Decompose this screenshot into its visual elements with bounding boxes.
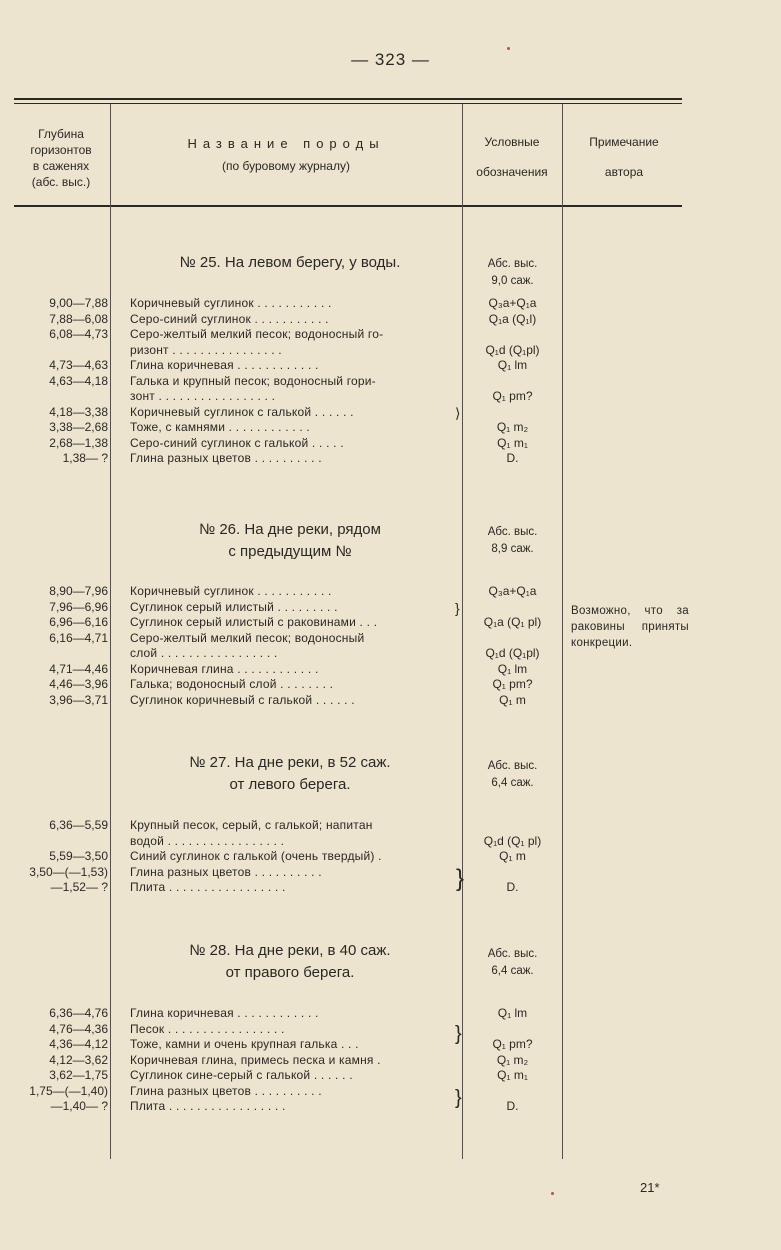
brace-25-a: ⟩ bbox=[455, 405, 461, 421]
row-rock-name: Коричневая глина . . . . . . . . . . . . bbox=[130, 661, 319, 676]
row-symbol: Q₁d (Q₁pl) bbox=[485, 646, 540, 660]
row-depth: 6,16—4,71 bbox=[49, 630, 108, 645]
row-depth: 4,46—3,96 bbox=[49, 677, 108, 691]
header-rule bbox=[14, 205, 682, 207]
row-symbol: Q₁ m₁ bbox=[497, 435, 528, 450]
row-symbol: Q₁a (Q₁l) bbox=[488, 311, 537, 326]
paper-speck bbox=[551, 1192, 554, 1195]
row-rock-name: ризонт . . . . . . . . . . . . . . . . bbox=[130, 342, 282, 357]
row-symbol: Q₁d (Q₁pl) bbox=[485, 342, 540, 357]
row-symbol: Q₁ pm? bbox=[492, 677, 533, 691]
row-depth: 9,00—7,88 bbox=[49, 296, 108, 310]
row-rock-name: Серо-желтый мелкий песок; водоносный bbox=[130, 630, 365, 645]
row-rock-name: Суглинок коричневый с галькой . . . . . . bbox=[130, 692, 355, 707]
row-depth: 1,38— ? bbox=[62, 451, 108, 465]
row-rock-name: Галька; водоносный слой . . . . . . . . bbox=[130, 677, 334, 691]
row-depth: —1,40— ? bbox=[50, 1099, 108, 1113]
row-symbol: Q₁ m₂ bbox=[496, 1052, 529, 1067]
abs-height-27: Абс. выс. 6,4 саж. bbox=[487, 760, 538, 789]
row-rock-name: Суглинок серый илистый . . . . . . . . . bbox=[130, 599, 338, 614]
row-rock-name: водой . . . . . . . . . . . . . . . . . bbox=[130, 833, 285, 848]
row-depth: 6,08—4,73 bbox=[49, 327, 108, 341]
row-depth: 4,76—4,36 bbox=[49, 1021, 108, 1036]
row-depth: 3,96—3,71 bbox=[49, 692, 108, 707]
section-title-26: № 26. На дне реки, рядом с предыдущим № bbox=[199, 521, 381, 560]
row-symbol: D. bbox=[506, 1099, 519, 1113]
row-depth: 3,38—2,68 bbox=[49, 420, 108, 434]
brace-27-a: } bbox=[456, 865, 465, 892]
row-depth: 4,18—3,38 bbox=[49, 404, 108, 419]
row-rock-name: Суглинок серый илистый с раковинами . . . bbox=[130, 615, 378, 629]
brace-26-a: } bbox=[455, 600, 460, 616]
row-rock-name: зонт . . . . . . . . . . . . . . . . . bbox=[130, 389, 276, 403]
row-rock-name: Коричневый суглинок с галькой . . . . . . bbox=[130, 404, 354, 419]
row-symbol: Q₁ lm bbox=[497, 1006, 528, 1020]
row-symbol: Q₁ lm bbox=[497, 358, 528, 372]
row-symbol: Q₁ m bbox=[499, 692, 526, 707]
brace-28-a: } bbox=[455, 1023, 462, 1045]
row-rock-name: Глина коричневая . . . . . . . . . . . . bbox=[130, 1006, 319, 1020]
row-rock-name: Тоже, камни и очень крупная галька . . . bbox=[130, 1037, 359, 1051]
row-rock-name: Синий суглинок с галькой (очень твердый) . bbox=[130, 849, 382, 863]
row-rock-name: Глина разных цветов . . . . . . . . . . bbox=[130, 1083, 322, 1098]
paper-speck bbox=[507, 47, 510, 50]
row-rock-name: Плита . . . . . . . . . . . . . . . . . bbox=[130, 1099, 286, 1113]
header-symbols: Условные обозначения bbox=[476, 135, 548, 179]
section-title-28: № 28. На дне реки, в 40 саж. от правого берега. bbox=[189, 942, 391, 981]
row-depth: 4,71—4,46 bbox=[49, 661, 108, 676]
row-rock-name: Коричневая глина, примесь песка и камня . bbox=[130, 1052, 381, 1067]
abs-height-26: Абс. выс. 8,9 саж. bbox=[487, 526, 538, 555]
row-rock-name: Песок . . . . . . . . . . . . . . . . . bbox=[130, 1021, 285, 1036]
row-depth: 2,68—1,38 bbox=[49, 435, 108, 450]
row-depth: 6,96—6,16 bbox=[49, 615, 108, 629]
column-divider-2 bbox=[462, 104, 463, 1159]
row-rock-name: Глина коричневая . . . . . . . . . . . . bbox=[130, 358, 319, 372]
row-rock-name: Крупный песок, серый, с галькой; напитан bbox=[130, 818, 373, 832]
row-depth: 6,36—5,59 bbox=[49, 818, 108, 832]
row-symbol: Q₃a+Q₁a bbox=[488, 296, 537, 310]
row-depth: 1,75—(—1,40) bbox=[29, 1083, 108, 1098]
top-rule-thick bbox=[14, 98, 682, 100]
row-rock-name: Плита . . . . . . . . . . . . . . . . . bbox=[130, 880, 286, 894]
section-title-27: № 27. На дне реки, в 52 саж. от левого берега. bbox=[189, 754, 391, 793]
row-depth: 7,96—6,96 bbox=[49, 599, 108, 614]
row-rock-name: Коричневый суглинок . . . . . . . . . . . bbox=[130, 296, 332, 310]
row-rock-name: Серо-желтый мелкий песок; водоносный го- bbox=[130, 327, 384, 341]
abs-height-25: Абс. выс. 9,0 саж. bbox=[487, 258, 538, 287]
column-divider-3 bbox=[562, 104, 563, 1159]
row-depth: 6,36—4,76 bbox=[49, 1006, 108, 1020]
row-symbol: D. bbox=[506, 451, 519, 465]
header-depth: Глубина горизонтов в саженях (абс. выс.) bbox=[30, 127, 92, 189]
brace-28-b: } bbox=[455, 1087, 462, 1109]
column-divider-1 bbox=[110, 104, 111, 1159]
row-rock-name: Серо-синий суглинок . . . . . . . . . . . bbox=[130, 311, 329, 326]
row-depth: 4,63—4,18 bbox=[49, 373, 108, 388]
row-depth: 4,12—3,62 bbox=[49, 1052, 108, 1067]
row-depth: 3,62—1,75 bbox=[49, 1068, 108, 1082]
abs-height-28: Абс. выс. 6,4 саж. bbox=[487, 948, 538, 977]
row-symbol: Q₃a+Q₁a bbox=[488, 584, 537, 598]
row-depth: —1,52— ? bbox=[50, 880, 108, 894]
row-depth: 4,36—4,12 bbox=[49, 1037, 108, 1051]
signature-mark: 21* bbox=[640, 1180, 660, 1195]
row-rock-name: слой . . . . . . . . . . . . . . . . . bbox=[130, 646, 278, 660]
row-rock-name: Тоже, с камнями . . . . . . . . . . . . bbox=[130, 420, 310, 434]
top-rule-thin bbox=[14, 103, 682, 104]
row-depth: 8,90—7,96 bbox=[49, 584, 108, 598]
row-depth: 7,88—6,08 bbox=[49, 311, 108, 326]
header-notes: Примечание автора bbox=[589, 135, 659, 179]
row-rock-name: Глина разных цветов . . . . . . . . . . bbox=[130, 451, 322, 465]
row-symbol: Q₁ pm? bbox=[492, 1037, 533, 1051]
row-rock-name: Галька и крупный песок; водоносный гори- bbox=[130, 373, 376, 388]
row-rock-name: Суглинок сине-серый с галькой . . . . . . bbox=[130, 1068, 353, 1082]
row-symbol: D. bbox=[506, 880, 519, 894]
row-symbol: Q₁ m₂ bbox=[496, 420, 529, 434]
row-depth: 5,59—3,50 bbox=[49, 849, 108, 863]
row-rock-name: Серо-синий суглинок с галькой . . . . . bbox=[130, 435, 344, 450]
row-symbol: Q₁ pm? bbox=[492, 389, 533, 403]
row-rock-name: Глина разных цветов . . . . . . . . . . bbox=[130, 864, 322, 879]
row-symbol: Q₁a (Q₁ pl) bbox=[483, 615, 542, 629]
row-depth: 4,73—4,63 bbox=[49, 358, 108, 372]
row-symbol: Q₁ m bbox=[499, 849, 526, 863]
row-depth: 3,50—(—1,53) bbox=[29, 864, 108, 879]
page-number: — 323 — bbox=[351, 50, 430, 69]
author-note-26: Возможно, что за раковины приняты конкреции. bbox=[571, 605, 689, 649]
row-symbol: Q₁d (Q₁ pl) bbox=[483, 833, 542, 848]
header-rock-name: Название породы (по буровому журналу) bbox=[187, 136, 385, 173]
row-rock-name: Коричневый суглинок . . . . . . . . . . . bbox=[130, 584, 332, 598]
row-symbol: Q₁ lm bbox=[497, 661, 528, 676]
section-title-25: № 25. На левом берегу, у воды. bbox=[179, 254, 401, 271]
row-symbol: Q₁ m₁ bbox=[497, 1068, 528, 1082]
